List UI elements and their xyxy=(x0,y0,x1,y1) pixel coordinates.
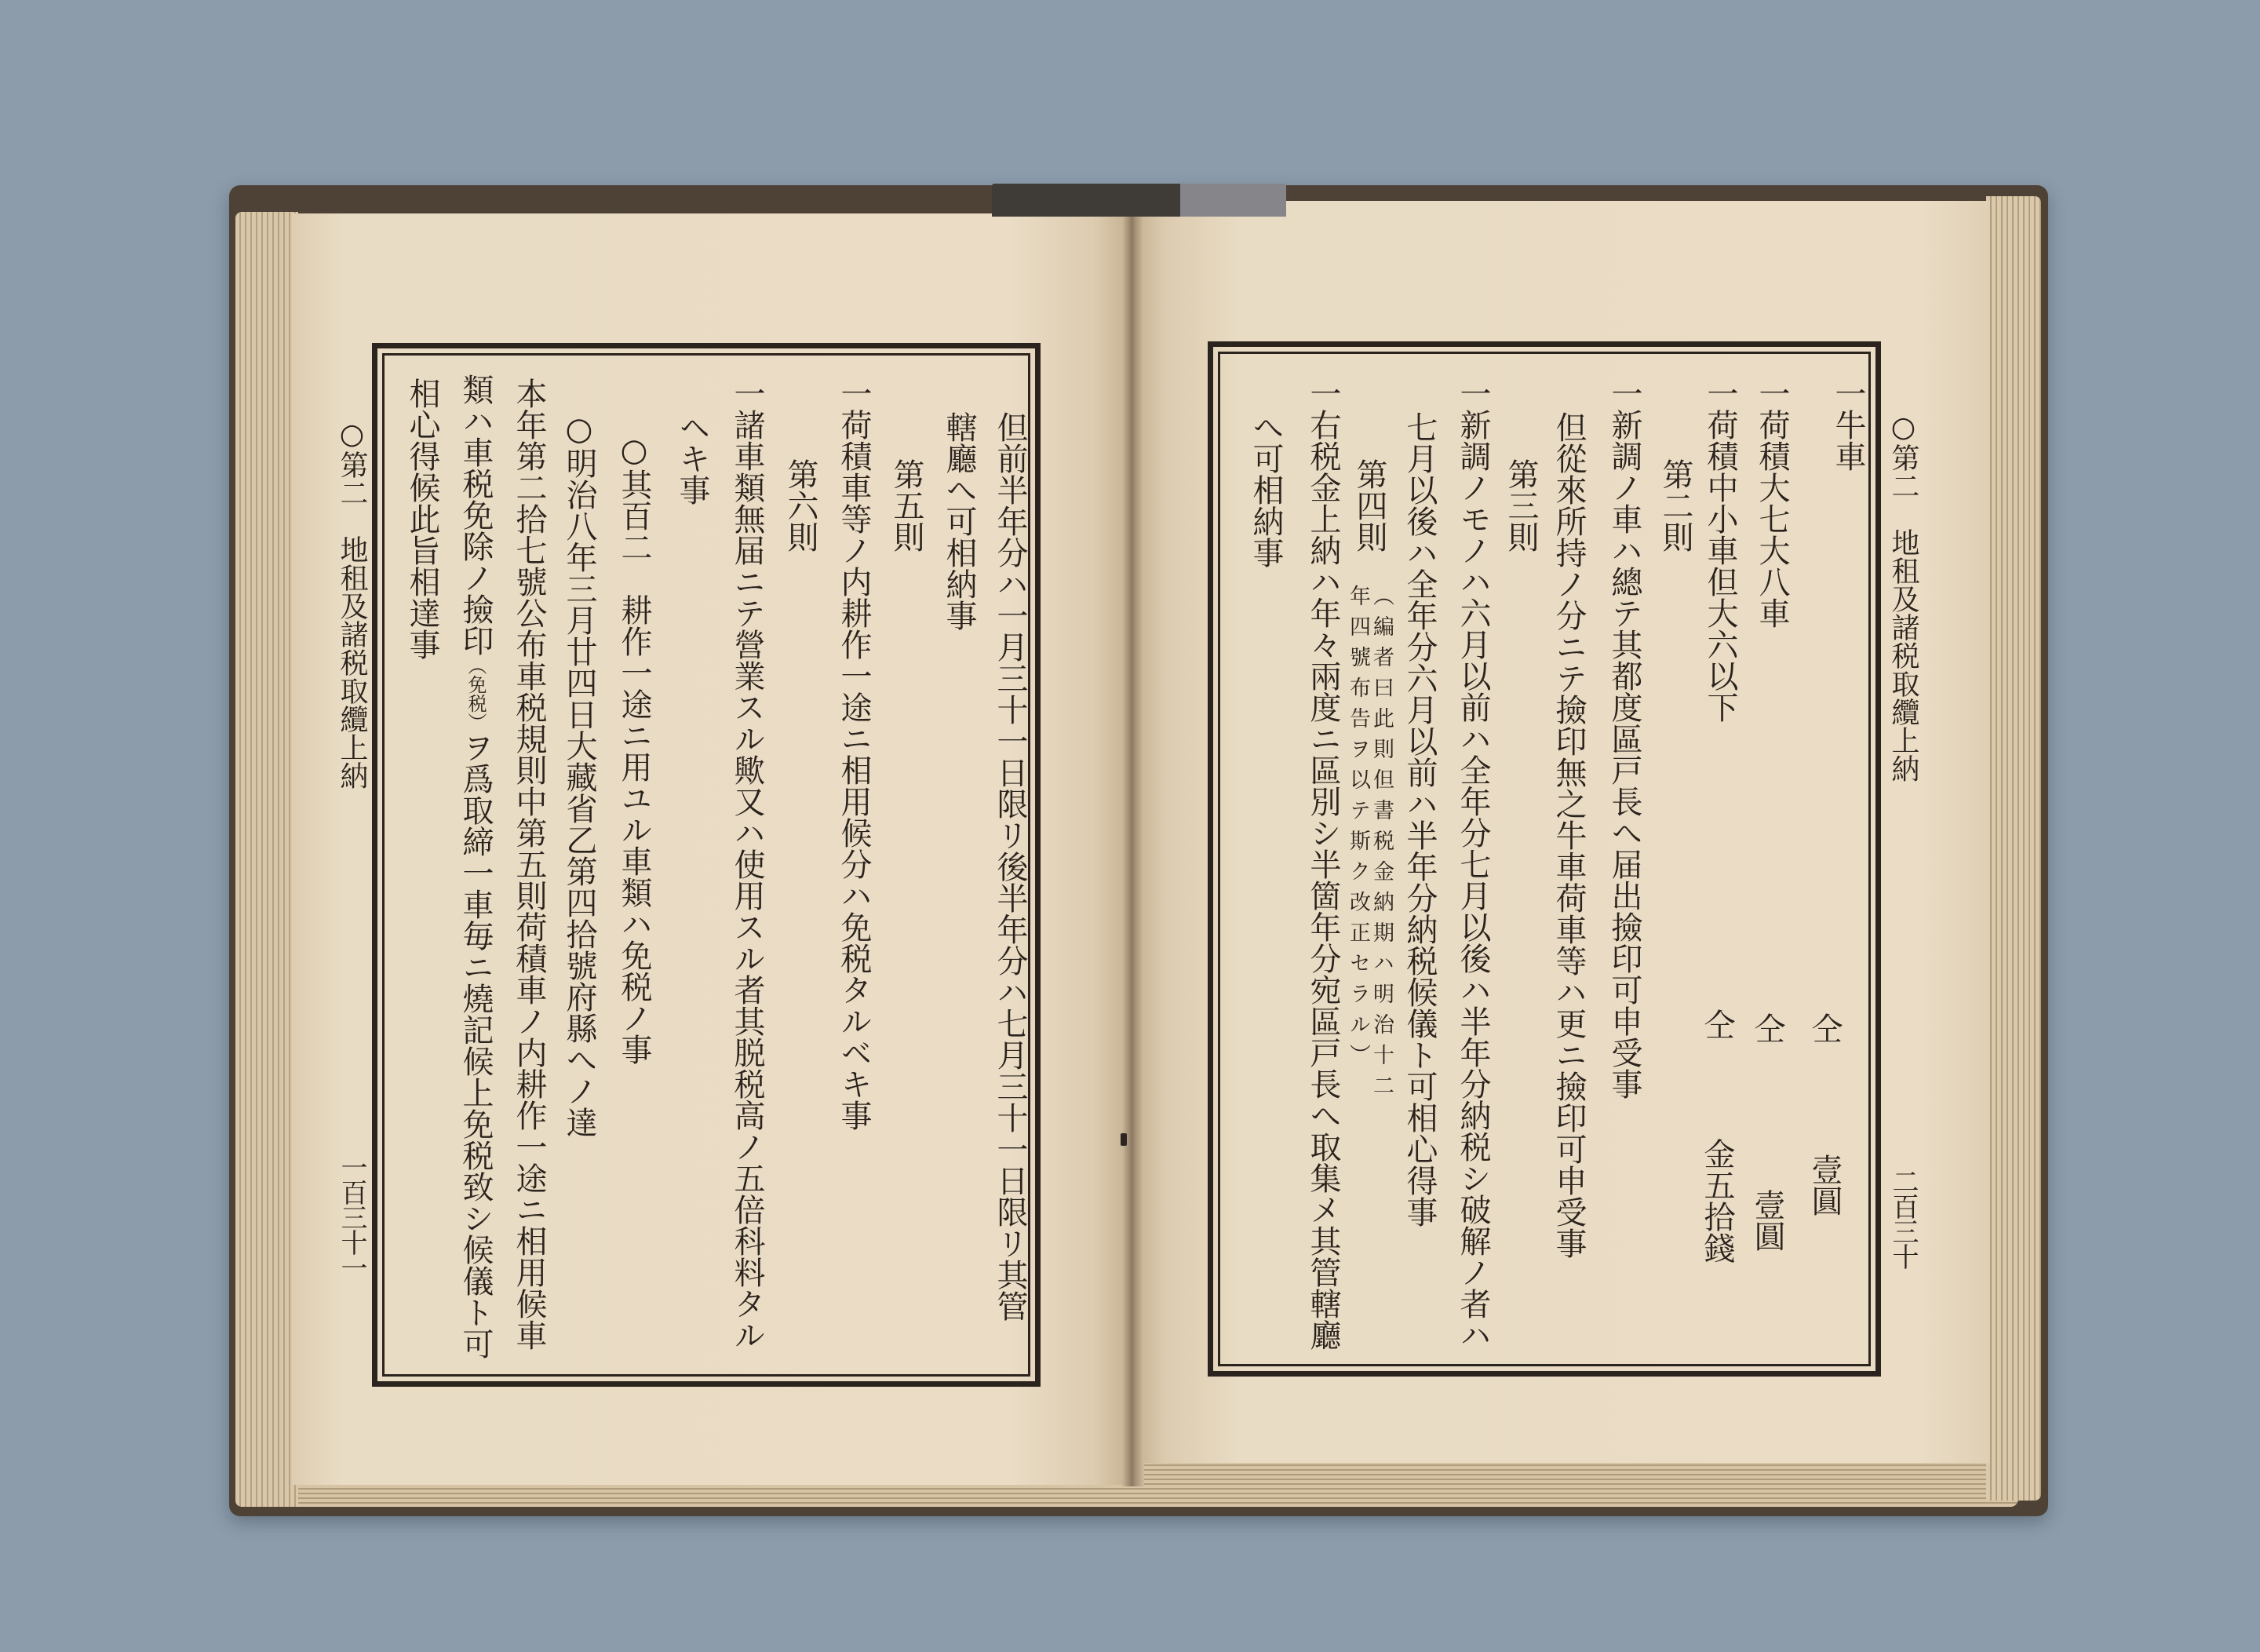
rate-amount: 壹圓 xyxy=(1749,1189,1785,1252)
text-segment: ヲ爲取締一車毎ニ燒記候上免税致シ候儀ト可 xyxy=(457,731,494,1359)
text-line: 本年第二拾七號公布車税規則中第五則荷積車ノ内耕作一途ニ相用候車 xyxy=(511,377,547,1351)
editor-note xyxy=(1346,585,1393,1105)
left-running-head: ○第二 地租及諸税取纜上納 xyxy=(336,418,368,790)
article-heading: 第六則 xyxy=(782,458,818,552)
text-line: 一新調ノモノハ六月以前ハ全年分七月以後ハ半年分納税シ破解ノ者ハ xyxy=(1455,377,1491,1351)
section-heading: ○其百二 耕作一途ニ用ユル車類ハ免税ノ事 xyxy=(616,432,652,1065)
rate-item: 一牛車 xyxy=(1830,377,1866,472)
text-line: ヘキ事 xyxy=(674,411,710,505)
left-page-number: 一百三十一 xyxy=(336,1154,367,1279)
rate-item: 一荷積大七大八車 xyxy=(1754,377,1790,629)
text-line: 七月以後ハ全年分六月以前ハ半年分納税候儀ト可相心得事 xyxy=(1402,411,1438,1227)
text-line: 但前半年分ハ一月三十一日限リ後半年分ハ七月三十一日限リ其管 xyxy=(992,411,1028,1322)
book-gutter xyxy=(1122,207,1144,1486)
rate-ditto-mark: 仝 xyxy=(1749,1012,1785,1044)
editor-note-line: 年四號布告ヲ以テ斯ク改正セラル） xyxy=(1346,585,1370,1074)
right-running-head: ○第二 地租及諸税取纜上納 xyxy=(1887,411,1919,782)
rate-ditto-mark: 仝 xyxy=(1699,1008,1735,1040)
text-line: 一右税金上納ハ年々兩度ニ區別シ半箇年分宛區戸長へ取集メ其管轄廳 xyxy=(1305,377,1341,1351)
rate-ditto-mark: 仝 xyxy=(1806,1012,1843,1044)
right-page-stack-edge xyxy=(1986,196,2041,1501)
article-heading: 第三則 xyxy=(1503,458,1539,552)
article-heading: 第五則 xyxy=(888,458,924,552)
notice-heading: ○明治八年三月廿四日大藏省乙第四拾號府縣へノ達 xyxy=(561,411,597,1138)
rate-item: 一荷積中小車但大六以下 xyxy=(1702,377,1738,723)
text-line: へ可相納事 xyxy=(1248,411,1284,568)
text-line: 相心得候此旨相達事 xyxy=(404,377,440,660)
article-heading: 第四則 xyxy=(1351,458,1387,552)
binding-stitch xyxy=(1121,1133,1127,1146)
inline-note: （免税） xyxy=(465,656,487,731)
text-line: 但從來所持ノ分ニテ撿印無之牛車荷車等ハ更ニ撿印可申受事 xyxy=(1551,411,1587,1259)
rate-amount: 壹圓 xyxy=(1806,1154,1843,1216)
text-line: 一新調ノ車ハ總テ其都度區戸長へ届出撿印可申受事 xyxy=(1606,377,1642,1100)
text-segment: 類ハ車税免除ノ撿印 xyxy=(457,374,494,656)
right-page-number: 二百三十 xyxy=(1887,1168,1919,1268)
text-line: 一荷積車等ノ内耕作一途ニ相用候分ハ免税タルベキ事 xyxy=(836,377,872,1131)
spine-binding xyxy=(992,184,1286,217)
left-page-stack-edge xyxy=(235,212,298,1507)
text-line: 一諸車類無届ニテ營業スル歟又ハ使用スル者其脱税高ノ五倍科料タル xyxy=(729,377,765,1351)
article-heading: 第二則 xyxy=(1657,458,1693,552)
editor-note-line: （編者曰此則但書税金納期ハ明治十二 xyxy=(1369,585,1394,1105)
text-line xyxy=(457,374,494,1359)
text-line: 轄廳へ可相納事 xyxy=(941,411,977,631)
rate-amount: 金五拾錢 xyxy=(1699,1138,1735,1264)
